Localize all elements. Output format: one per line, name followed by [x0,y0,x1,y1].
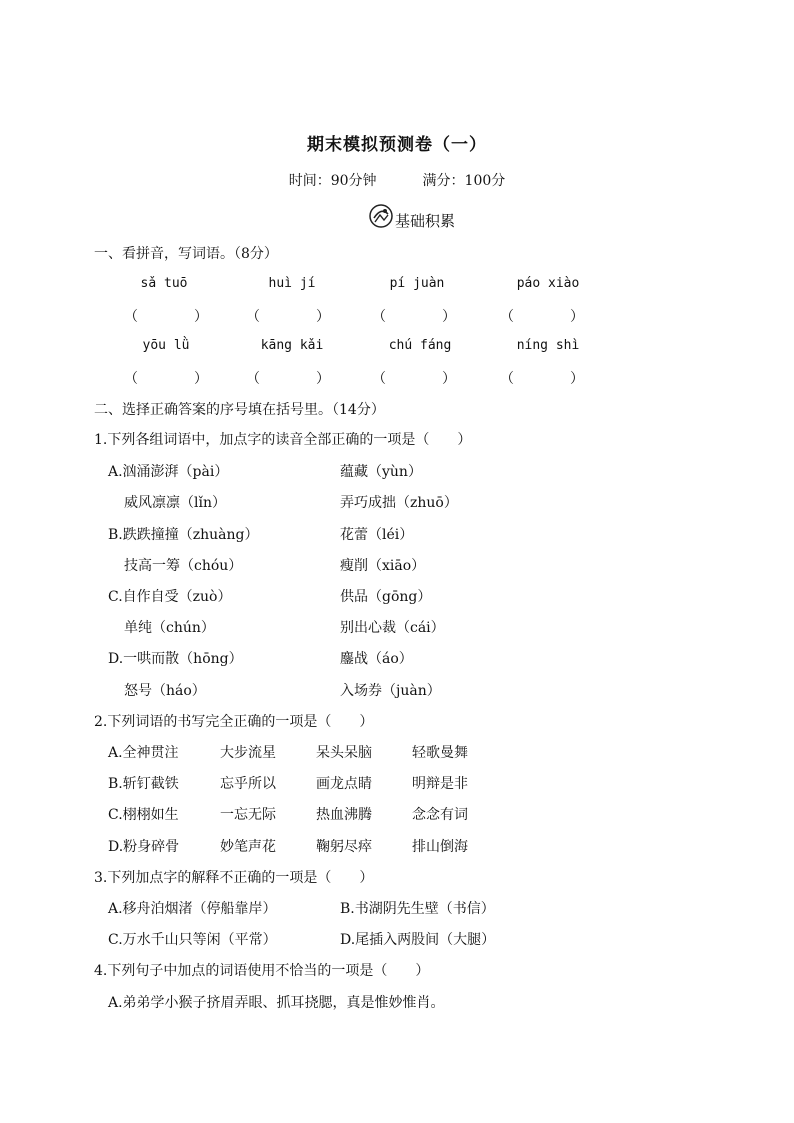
pinyin-5: yōu lǜ [142,338,190,353]
item2-d-1: D.粉身碎骨 [108,839,180,855]
section-badge [368,198,455,234]
item4-a: A.弟弟学小猴子挤眉弄眼、抓耳挠腮，真是惟妙惟肖。 [108,995,445,1011]
item2-a-3: 呆头呆脑 [316,745,372,761]
item1-option-d-1: D.一哄而散（hōng） [108,651,243,667]
item1-option-c-4: 别出心裁（cái） [340,620,445,636]
answer-blank-1[interactable]: （ ） [124,309,208,325]
item2-d-2: 妙笔声花 [220,839,276,855]
item2-c-1: C.栩栩如生 [108,807,179,823]
q1-heading: 一、看拼音，写词语。（8分） [94,246,278,262]
item1-option-d-2: 鏖战（áo） [340,651,413,667]
item1-option-a-4: 弄巧成拙（zhuō） [340,495,458,511]
answer-blank-7[interactable]: （ ） [372,371,456,387]
item2-a-4: 轻歌曼舞 [412,745,468,761]
item3-d: D.尾插入两股间（大腿） [340,932,496,948]
pinyin-2: huì jí [268,276,316,291]
item1-option-c-1: C.自作自受（zuò） [108,589,232,605]
pinyin-7: chú fáng [388,338,452,353]
item2-a-1: A.全神贯注 [108,745,179,761]
answer-blank-2[interactable]: （ ） [246,309,330,325]
item2-c-2: 一忘无际 [220,807,276,823]
full-score: 满分：100分 [422,173,506,189]
pinyin-6: kāng kǎi [260,338,324,353]
item3-c: C.万水千山只等闲（平常） [108,932,277,948]
item3-b: B.书湖阴先生壁（书信） [340,901,495,917]
item1-option-c-3: 单纯（chún） [124,620,215,636]
answer-blank-5[interactable]: （ ） [124,371,208,387]
item1-option-b-2: 花蕾（léi） [340,527,414,543]
item2-b-3: 画龙点睛 [316,776,372,792]
page-title: 期末模拟预测卷（一） [307,135,487,155]
exam-meta [0,170,794,190]
answer-blank-6[interactable]: （ ） [246,371,330,387]
item3-a: A.移舟泊烟渚（停船靠岸） [108,901,277,917]
item2-b-2: 忘乎所以 [220,776,276,792]
answer-blank-4[interactable]: （ ） [500,309,584,325]
item2-b-4: 明辩是非 [412,776,468,792]
pinyin-3: pí juàn [389,276,445,291]
item2-d-4: 排山倒海 [412,839,468,855]
q2-item2-stem: 2.下列词语的书写完全正确的一项是（ ） [94,714,374,730]
item1-option-a-1: A.汹涌澎湃（pài） [108,464,229,480]
item1-option-a-3: 威风凛凛（lǐn） [124,495,226,511]
answer-blank-8[interactable]: （ ） [500,371,584,387]
pinyin-8: níng shì [516,338,580,353]
pinyin-4: páo xiào [516,276,580,291]
item2-c-4: 念念有词 [412,807,468,823]
time-limit: 时间：90分钟 [288,173,377,189]
item2-b-1: B.斩钉截铁 [108,776,179,792]
item1-option-d-3: 怒号（háo） [124,683,206,699]
item2-c-3: 热血沸腾 [316,807,372,823]
item2-a-2: 大步流星 [220,745,276,761]
answer-blank-3[interactable]: （ ） [372,309,456,325]
item1-option-b-3: 技高一筹（chóu） [124,558,243,574]
item1-option-b-1: B.跌跌撞撞（zhuàng） [108,527,259,543]
q2-item3-stem: 3.下列加点字的解释不正确的一项是（ ） [94,870,374,886]
item1-option-c-2: 供品（gōng） [340,589,432,605]
item1-option-d-4: 入场券（juàn） [340,683,441,699]
item1-option-b-4: 瘦削（xiāo） [340,558,426,574]
item1-option-a-2: 蕴藏（yùn） [340,464,422,480]
q2-heading: 二、选择正确答案的序号填在括号里。（14分） [94,402,385,418]
section-label: 基础积累 [395,211,456,230]
item2-d-3: 鞠躬尽瘁 [316,839,372,855]
pinyin-1: sǎ tuō [140,276,188,291]
q2-item4-stem: 4.下列句子中加点的词语使用不恰当的一项是（ ） [94,963,430,979]
section-emblem-icon [368,203,394,229]
q2-item1-stem: 1.下列各组词语中，加点字的读音全部正确的一项是（ ） [94,432,472,448]
